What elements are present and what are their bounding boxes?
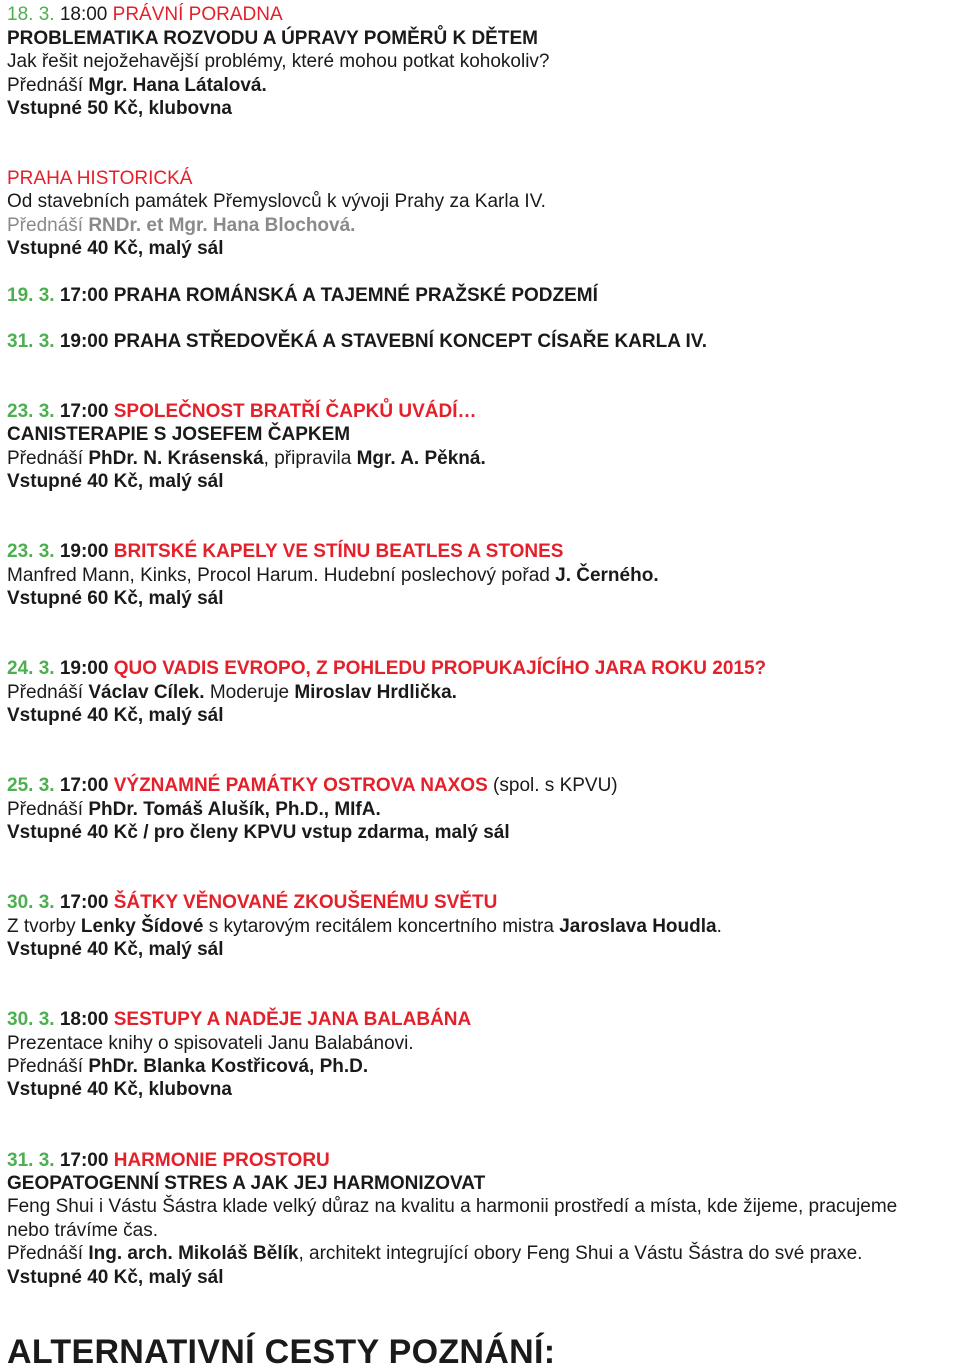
event-entry: Vstupné 60 Kč, malý sál [7,588,224,609]
lecturer-prefix: Přednáší [7,215,84,236]
event-date: 24. 3. [7,658,55,679]
event-note: (spol. s KPVU) [493,775,618,796]
event-subtitle: PROBLEMATIKA ROZVODU A ÚPRAVY POMĚRŮ K DĚTEM [7,28,538,49]
event-entry: Vstupné 50 Kč, klubovna [7,98,232,119]
author-name: J. Černého. [555,565,659,586]
description-text: Manfred Mann, Kinks, Procol Harum. [7,565,319,586]
event-date: 25. 3. [7,775,55,796]
event-session [7,285,598,307]
event-date: 31. 3. [7,1150,55,1171]
event-lecturer-line [7,75,267,97]
session-title: PRAHA STŘEDOVĚKÁ A STAVEBNÍ KONCEPT CÍSAŘE KARLA IV. [113,331,707,352]
moderator-prefix: Moderuje [209,682,290,703]
author-name: Lenky Šídové [80,916,204,937]
event-time: 19:00 [59,541,109,562]
lecturer-name: Mgr. Hana Látalová. [88,75,267,96]
event-date: 23. 3. [7,401,55,422]
event-header [7,892,497,914]
event-entry: Vstupné 40 Kč, malý sál [7,939,224,960]
event-header [7,541,563,563]
event-title: SESTUPY A NADĚJE JANA BALABÁNA [113,1009,472,1030]
lecturer-name: PhDr. Tomáš Alušík, Ph.D., MIfA. [88,799,381,820]
session-time: 19:00 [59,331,109,352]
event-title: ŠÁTKY VĚNOVANÉ ZKOUŠENÉMU SVĚTU [113,892,498,913]
event-time: 17:00 [59,892,109,913]
description-text: s kytarovým recitálem koncertního mistra [208,916,554,937]
event-lecturer-line [7,682,457,704]
event-title: VÝZNAMNÉ PAMÁTKY OSTROVA NAXOS [113,775,488,796]
event-title: QUO VADIS EVROPO, Z POHLEDU PROPUKAJÍCÍHO JARA ROKU 2015? [113,658,767,679]
event-description: nebo trávíme čas. [7,1220,159,1241]
event-entry: Vstupné 40 Kč, malý sál [7,238,224,259]
prepared-name: Mgr. A. Pěkná. [356,448,486,469]
moderator-name: Miroslav Hrdlička. [294,682,457,703]
lecturer-prefix: Přednáší [7,799,84,820]
event-title: SPOLEČNOST BRATŘÍ ČAPKŮ UVÁDÍ… [113,401,477,422]
event-description: Od stavebních památek Přemyslovců k vývoji Prahy za Karla IV. [7,191,546,212]
event-description: Jak řešit nejožehavější problémy, které mohou potkat kohokoliv? [7,51,550,72]
event-time: 19:00 [59,658,109,679]
event-time: 17:00 [59,775,109,796]
event-subtitle: GEOPATOGENNÍ STRES A JAK JEJ HARMONIZOVAT [7,1173,486,1194]
event-title: PRÁVNÍ PORADNA [112,4,283,25]
lecturer-prefix: Přednáší [7,448,84,469]
event-header [7,1150,330,1172]
session-date: 31. 3. [7,331,55,352]
event-subtitle: CANISTERAPIE S JOSEFEM ČAPKEM [7,424,351,445]
lecturer-name: Ing. arch. Mikoláš Bělík [88,1243,299,1264]
event-description [7,565,659,587]
event-date: 30. 3. [7,1009,55,1030]
session-date: 19. 3. [7,285,55,306]
event-entry: Vstupné 40 Kč, malý sál [7,1267,224,1288]
event-time: 17:00 [59,1150,109,1171]
event-entry: Vstupné 40 Kč / pro členy KPVU vstup zdarma, malý sál [7,822,510,843]
event-lecturer-line [7,1243,862,1265]
event-lecturer-line [7,799,381,821]
event-time: 18:00 [59,4,108,25]
event-header [7,401,477,423]
lecturer-name: PhDr. Blanka Kostřicová, Ph.D. [88,1056,369,1077]
event-entry: Vstupné 40 Kč, malý sál [7,705,224,726]
event-lecturer-line [7,448,486,470]
event-title: PRAHA HISTORICKÁ [7,168,193,189]
event-header [7,4,283,26]
event-date: 23. 3. [7,541,55,562]
event-description: Feng Shui i Vástu Šástra klade velký důraz na kvalitu a harmonii prostředí a místa, kde žijeme, pracujeme [7,1196,898,1217]
musician-name: Jaroslava Houdla [559,916,717,937]
event-time: 17:00 [59,401,109,422]
lecturer-prefix: Přednáší [7,682,84,703]
event-lecturer-line [7,1056,368,1078]
event-date: 18. 3. [7,4,55,25]
lecturer-description: , architekt integrující obory Feng Shui a Vástu Šástra do své praxe. [298,1243,863,1264]
event-header [7,775,618,797]
event-description: Prezentace knihy o spisovateli Janu Balabánovi. [7,1033,414,1054]
event-title: HARMONIE PROSTORU [113,1150,330,1171]
prepared-prefix: , připravila [263,448,352,469]
lecturer-name: RNDr. et Mgr. Hana Blochová. [88,215,356,236]
description-text: . [716,916,722,937]
lecturer-prefix: Přednáší [7,1243,84,1264]
session-title: PRAHA ROMÁNSKÁ A TAJEMNÉ PRAŽSKÉ PODZEMÍ [113,285,598,306]
event-description [7,916,722,938]
lecturer-name: PhDr. N. Krásenská [88,448,264,469]
event-lecturer-line [7,215,355,237]
event-title: BRITSKÉ KAPELY VE STÍNU BEATLES A STONES [113,541,564,562]
section-heading: ALTERNATIVNÍ CESTY POZNÁNÍ: [7,1333,556,1371]
event-entry: Vstupné 40 Kč, klubovna [7,1079,232,1100]
lecturer-prefix: Přednáší [7,75,84,96]
lecturer-name: Václav Cílek. [88,682,205,703]
event-session [7,331,707,353]
lecturer-prefix: Přednáší [7,1056,84,1077]
description-text: Z tvorby [7,916,76,937]
event-header [7,658,766,680]
event-date: 30. 3. [7,892,55,913]
description-text: Hudební poslechový pořad [323,565,550,586]
event-header [7,1009,471,1031]
event-time: 18:00 [59,1009,109,1030]
session-time: 17:00 [59,285,109,306]
event-entry: Vstupné 40 Kč, malý sál [7,471,224,492]
